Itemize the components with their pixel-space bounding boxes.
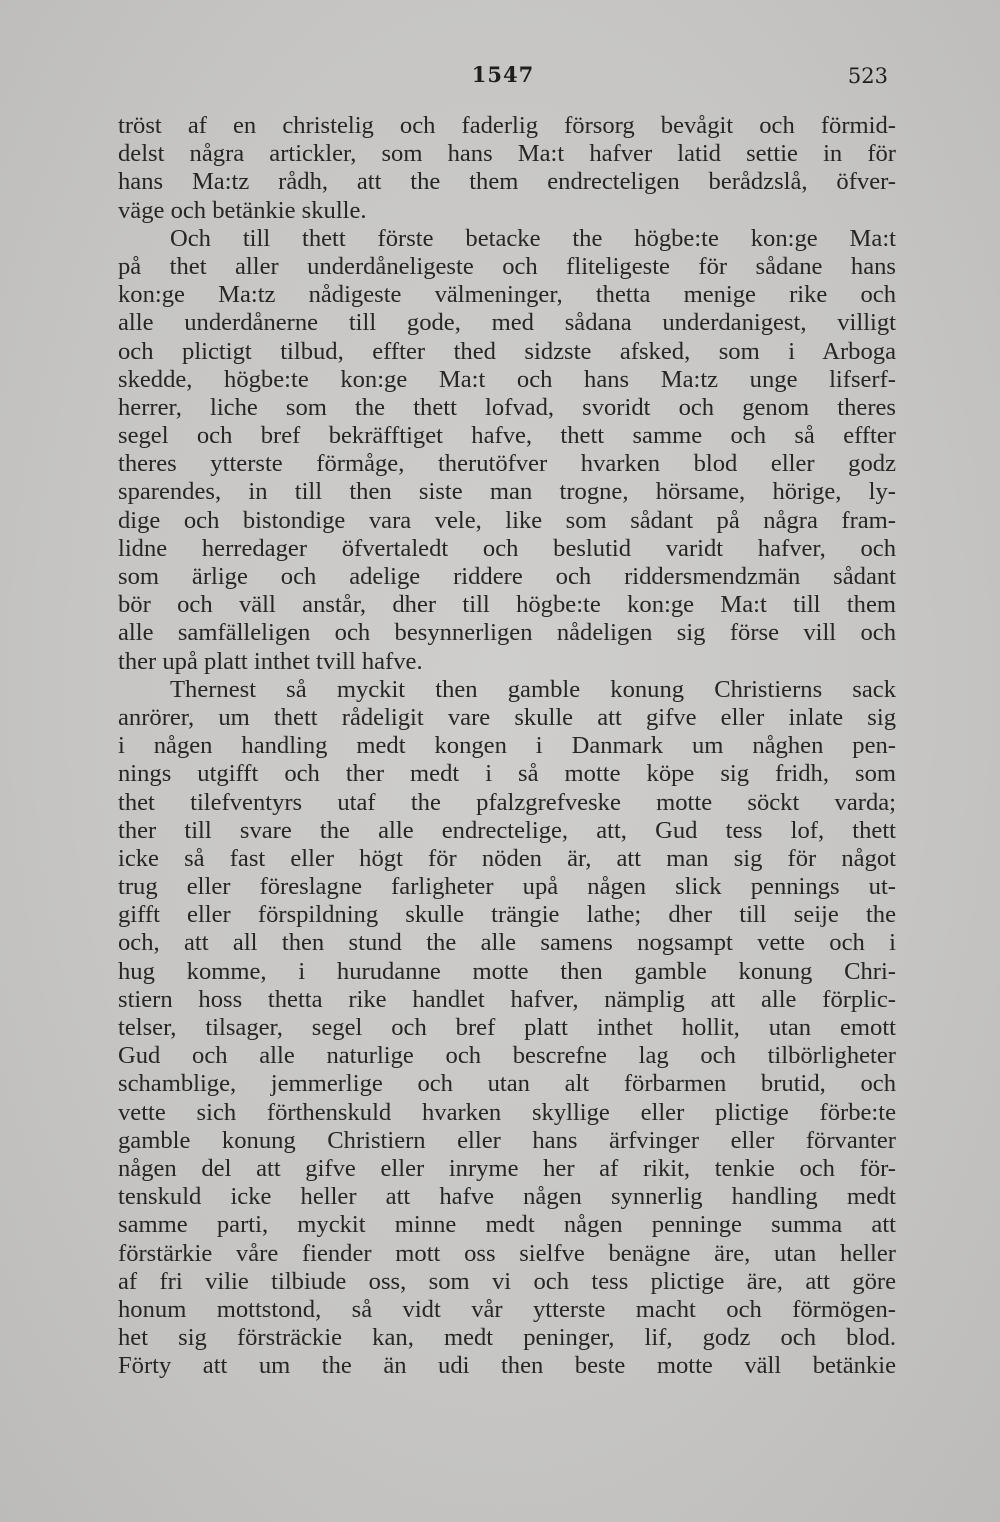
text-line: ther upå platt inthet tvill hafve. [118, 647, 423, 675]
text-line: lidne herredager öfvertaledt och beslutid varidt hafver, och [118, 534, 896, 562]
text-line: vette sich förthenskuld hvarken skyllige eller plictige förbe:te [118, 1098, 896, 1126]
text-line: alle samfälleligen och besynnerligen nådeligen sig förse vill och [118, 619, 896, 647]
text-line: thet tilefventyrs utaf the pfalzgrefveske motte söckt varda; [118, 788, 896, 816]
text-line: gamble konung Christiern eller hans ärfvinger eller förvanter [118, 1126, 896, 1154]
text-line: hans Ma:tz rådh, att the them endrecteligen berådzslå, öfver- [118, 168, 896, 196]
text-line: skedde, högbe:te kon:ge Ma:t och hans Ma:tz unge lifserf- [118, 365, 896, 393]
text-line: gifft eller förspildning skulle trängie lathe; dher till seije the [118, 901, 896, 929]
text-line: bör och väll anstår, dher till högbe:te kon:ge Ma:t till them [118, 591, 896, 619]
text-line: som ärlige och adelige riddere och riddersmendzmän sådant [118, 563, 896, 590]
text-line: het sig försträckie kan, medt peninger, lif, godz och blod. [118, 1324, 896, 1352]
paragraph [118, 225, 896, 676]
text-line: väge och betänkie skulle. [118, 196, 367, 224]
page-number: 523 [847, 64, 888, 88]
paragraph [118, 676, 896, 1381]
text-line: och plictigt tilbud, effter thed sidzste afsked, som i Arboga [118, 337, 896, 365]
text-line: i någen handling medt kongen i Danmark um någhen pen- [118, 732, 896, 760]
text-line: delst några artickler, som hans Ma:t hafver latid settie in för [118, 140, 896, 168]
text-line: på thet aller underdåneligeste och fliteligeste för sådane hans [118, 252, 896, 280]
text-line: tröst af en christelig och faderlig försorg bevågit och förmid- [118, 112, 896, 139]
text-line: schamblige, jemmerlige och utan alt förbarmen brutid, och [118, 1070, 896, 1098]
text-line: tenskuld icke heller att hafve någen synnerlig handling medt [118, 1183, 896, 1211]
text-line: Gud och alle naturlige och bescrefne lag och tilbörligheter [118, 1042, 896, 1070]
text-line: förstärkie våre fiender mott oss sielfve benägne äre, utan heller [118, 1239, 896, 1267]
text-line: och, att all then stund the alle samens nogsampt vette och i [118, 929, 896, 957]
text-line: Thernest så myckit then gamble konung Christierns sack [170, 675, 896, 703]
text-line: nings utgifft och ther medt i så motte köpe sig fridh, som [118, 760, 896, 788]
text-line: kon:ge Ma:tz nådigeste välmeninger, thetta menige rike och [118, 281, 896, 309]
text-line: honum mottstond, så vidt vår ytterste macht och förmögen- [118, 1295, 896, 1323]
text-line: ther till svare the alle endrectelige, att, Gud tess lof, thett [118, 816, 896, 844]
text-line: sparendes, in till then siste man trogne, hörsame, hörige, ly- [118, 478, 896, 506]
text-line: någen del att gifve eller inryme her af rikit, tenkie och för- [118, 1154, 896, 1182]
text-line: hug komme, i hurudanne motte then gamble konung Chri- [118, 957, 896, 985]
text-line: samme parti, myckit minne medt någen penninge summa att [118, 1211, 896, 1239]
body-text [118, 112, 896, 1380]
text-line: herrer, liche som the thett lofvad, svoridt och genom theres [118, 393, 896, 421]
text-line: segel och bref bekräfftiget hafve, thett samme och så effter [118, 422, 896, 450]
text-line: alle underdånerne till gode, med sådana underdanigest, villigt [118, 309, 896, 337]
running-head-year: 1547 [471, 62, 535, 87]
text-line: trug eller föreslagne farligheter upå någen slick pennings ut- [118, 873, 896, 901]
text-line: icke så fast eller högt för nöden är, att man sig för något [118, 844, 896, 872]
text-line: af fri vilie tilbiude oss, som vi och tess plictige äre, att göre [118, 1267, 896, 1295]
paragraph [118, 112, 896, 225]
text-line: Förty att um the än udi then beste motte väll betänkie [118, 1352, 896, 1380]
text-line: Och till thett förste betacke the högbe:te kon:ge Ma:t [170, 224, 896, 252]
text-line: theres ytterste förmåge, therutöfver hvarken blod eller godz [118, 450, 896, 478]
text-line: anrörer, um thett rådeligit vare skulle att gifve eller inlate sig [118, 703, 896, 731]
text-line: dige och bistondige vara vele, like som sådant på några fram- [118, 506, 896, 534]
text-line: telser, tilsager, segel och bref platt inthet hollit, utan emott [118, 1014, 896, 1041]
text-line: stiern hoss thetta rike handlet hafver, nämplig att alle förplic- [118, 985, 896, 1013]
page-header [118, 62, 888, 102]
